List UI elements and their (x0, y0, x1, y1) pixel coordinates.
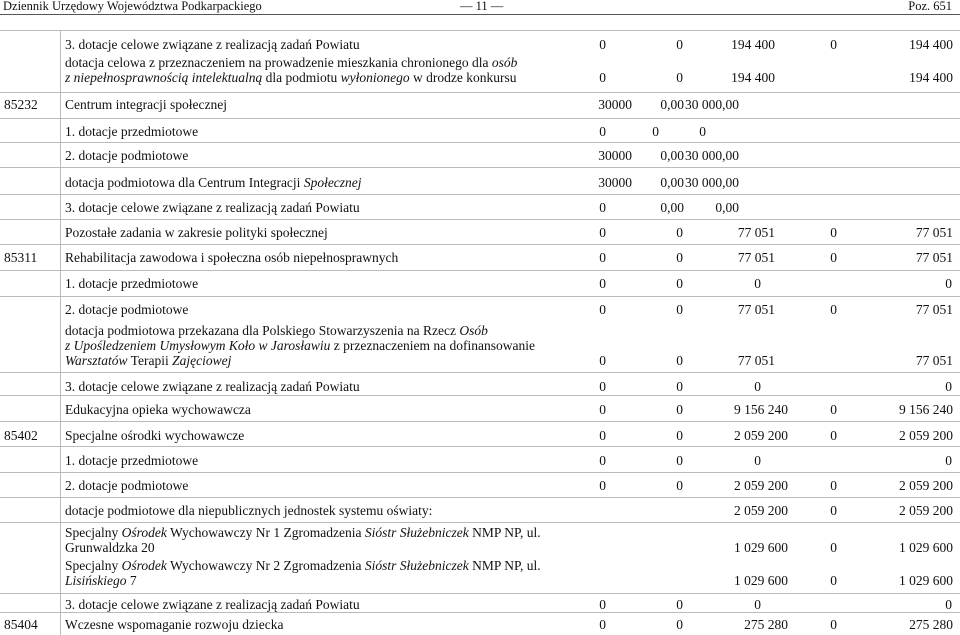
row-divider (0, 372, 960, 373)
value-cell: 0 (599, 276, 606, 291)
row-divider (0, 142, 960, 143)
value-cell: 30000 (598, 97, 632, 112)
code-column-divider (60, 30, 61, 635)
value-cell: 0 (676, 37, 683, 52)
value-cell: 0 (830, 617, 837, 632)
value-cell: 0 (676, 353, 683, 368)
page-number: — 11 — (460, 0, 504, 13)
value-cell: 275 280 (909, 617, 953, 632)
value-cell: 1 029 600 (899, 540, 953, 555)
value-cell: 30 000,00 (685, 148, 739, 163)
value-cell: 0,00 (660, 200, 684, 215)
row-label: dotacja celowa z przeznaczeniem na prowadzenie mieszkania chronionego dla osób (65, 55, 518, 70)
row-label: Lisińskiego 7 (65, 573, 137, 588)
value-cell: 77 051 (737, 250, 775, 265)
row-divider (0, 219, 960, 220)
value-cell: 0 (599, 250, 606, 265)
value-cell: 0 (676, 478, 683, 493)
row-label: 1. dotacje przedmiotowe (65, 453, 199, 468)
value-cell: 0 (599, 225, 606, 240)
value-cell: 0 (676, 302, 683, 317)
value-cell: 0 (599, 402, 606, 417)
value-cell: 0 (676, 428, 683, 443)
value-cell: 194 400 (731, 70, 775, 85)
value-cell: 0 (945, 276, 952, 291)
value-cell: 0 (830, 302, 837, 317)
value-cell: 0 (699, 124, 706, 139)
value-cell: 0 (676, 617, 683, 632)
row-label: Centrum integracji społecznej (65, 97, 227, 112)
value-cell: 0 (754, 379, 761, 394)
value-cell: 0 (830, 478, 837, 493)
value-cell: 0 (830, 225, 837, 240)
value-cell: 30 000,00 (685, 175, 739, 190)
section-code: 85232 (4, 97, 38, 112)
section-code: 85404 (4, 617, 38, 632)
row-label: Specjalny Ośrodek Wychowawczy Nr 2 Zgromadzenia Sióstr Służebniczek NMP NP, ul. (65, 558, 541, 573)
row-label: dotacja podmiotowa przekazana dla Polskiego Stowarzyszenia na Rzecz Osób (65, 323, 488, 338)
value-cell: 0 (676, 250, 683, 265)
value-cell: 0 (945, 379, 952, 394)
value-cell: 0,00 (660, 175, 684, 190)
row-label: 3. dotacje celowe związane z realizacją zadań Powiatu (65, 200, 360, 215)
row-divider (0, 270, 960, 271)
value-cell: 0 (676, 402, 683, 417)
value-cell: 0,00 (660, 148, 684, 163)
value-cell: 0 (599, 478, 606, 493)
value-cell: 0 (830, 573, 837, 588)
value-cell: 0 (754, 453, 761, 468)
row-divider (0, 472, 960, 473)
row-label: Edukacyjna opieka wychowawcza (65, 402, 251, 417)
position-number: Poz. 651 (908, 0, 952, 13)
header-rule (0, 14, 960, 15)
row-label: 2. dotacje podmiotowe (65, 148, 189, 163)
value-cell: 0 (830, 503, 837, 518)
value-cell: 0 (599, 597, 606, 612)
row-divider (0, 446, 960, 447)
row-divider (0, 296, 960, 297)
row-label: 2. dotacje podmiotowe (65, 302, 189, 317)
row-label: 3. dotacje celowe związane z realizacją zadań Powiatu (65, 597, 360, 612)
value-cell: 77 051 (737, 302, 775, 317)
row-label: Pozostałe zadania w zakresie polityki społecznej (65, 225, 328, 240)
value-cell: 0 (830, 402, 837, 417)
value-cell: 0 (945, 597, 952, 612)
row-label: 3. dotacje celowe związane z realizacją zadań Powiatu (65, 379, 360, 394)
row-label: Specjalne ośrodki wychowawcze (65, 428, 245, 443)
row-label: Warsztatów Terapii Zajęciowej (65, 353, 232, 368)
value-cell: 0 (754, 276, 761, 291)
value-cell: 2 059 200 (899, 503, 953, 518)
value-cell: 0 (652, 124, 659, 139)
value-cell: 1 029 600 (899, 573, 953, 588)
row-label: z Upośledzeniem Umysłowym Koło w Jarosławiu z przeznaczeniem na dofinansowanie (65, 338, 536, 353)
value-cell: 0 (676, 597, 683, 612)
value-cell: 194 400 (909, 37, 953, 52)
row-label: 1. dotacje przedmiotowe (65, 124, 199, 139)
value-cell: 0 (676, 453, 683, 468)
value-cell: 77 051 (737, 225, 775, 240)
value-cell: 0 (599, 302, 606, 317)
value-cell: 77 051 (915, 225, 953, 240)
row-label: Wczesne wspomaganie rozwoju dziecka (65, 617, 284, 632)
value-cell: 0 (830, 428, 837, 443)
value-cell: 0 (599, 453, 606, 468)
value-cell: 0 (599, 379, 606, 394)
row-divider (0, 194, 960, 195)
value-cell: 0 (676, 225, 683, 240)
value-cell: 2 059 200 (734, 503, 788, 518)
value-cell: 30 000,00 (685, 97, 739, 112)
value-cell: 1 029 600 (734, 540, 788, 555)
row-divider (0, 92, 960, 93)
row-label: Grunwaldzka 20 (65, 540, 155, 555)
row-label: 3. dotacje celowe związane z realizacją zadań Powiatu (65, 37, 360, 52)
section-code: 85311 (4, 250, 38, 265)
value-cell: 77 051 (737, 353, 775, 368)
value-cell: 0 (945, 453, 952, 468)
row-label: z niepełnosprawnością intelektualną dla podmiotu wyłonionego w drodze konkursu (65, 70, 517, 85)
value-cell: 194 400 (731, 37, 775, 52)
row-label: dotacje podmiotowe dla niepublicznych jednostek systemu oświaty: (65, 503, 433, 518)
value-cell: 0 (599, 124, 606, 139)
page-header (0, 0, 960, 13)
row-divider (0, 167, 960, 168)
value-cell: 9 156 240 (899, 402, 953, 417)
value-cell: 2 059 200 (734, 478, 788, 493)
value-cell: 30000 (598, 148, 632, 163)
value-cell: 0 (599, 200, 606, 215)
row-label: Rehabilitacja zawodowa i społeczna osób niepełnosprawnych (65, 250, 399, 265)
value-cell: 0 (676, 70, 683, 85)
value-cell: 0 (599, 353, 606, 368)
value-cell: 0 (599, 617, 606, 632)
value-cell: 2 059 200 (734, 428, 788, 443)
value-cell: 0 (599, 70, 606, 85)
value-cell: 0 (676, 379, 683, 394)
row-divider (0, 497, 960, 498)
value-cell: 0 (599, 37, 606, 52)
value-cell: 194 400 (909, 70, 953, 85)
value-cell: 0,00 (715, 200, 739, 215)
value-cell: 0 (599, 428, 606, 443)
journal-title: Dziennik Urzędowy Województwa Podkarpackiego (3, 0, 262, 13)
row-label: Specjalny Ośrodek Wychowawczy Nr 1 Zgromadzenia Sióstr Służebniczek NMP NP, ul. (65, 525, 541, 540)
value-cell: 9 156 240 (734, 402, 788, 417)
row-divider (0, 395, 960, 396)
value-cell: 2 059 200 (899, 478, 953, 493)
value-cell: 30000 (598, 175, 632, 190)
row-divider (0, 421, 960, 422)
row-label: 2. dotacje podmiotowe (65, 478, 189, 493)
value-cell: 0 (676, 276, 683, 291)
value-cell: 275 280 (744, 617, 788, 632)
row-divider (0, 593, 960, 594)
row-divider (0, 244, 960, 245)
row-divider (0, 30, 960, 31)
row-label: 1. dotacje przedmiotowe (65, 276, 199, 291)
value-cell: 0 (830, 37, 837, 52)
value-cell: 77 051 (915, 353, 953, 368)
row-divider (0, 522, 960, 523)
value-cell: 77 051 (915, 250, 953, 265)
value-cell: 0 (830, 250, 837, 265)
row-label: dotacja podmiotowa dla Centrum Integracji Społecznej (65, 175, 362, 190)
value-cell: 1 029 600 (734, 573, 788, 588)
value-cell: 0 (830, 540, 837, 555)
row-divider (0, 118, 960, 119)
value-cell: 0 (754, 597, 761, 612)
value-cell: 2 059 200 (899, 428, 953, 443)
value-cell: 77 051 (915, 302, 953, 317)
value-cell: 0,00 (660, 97, 684, 112)
section-code: 85402 (4, 428, 38, 443)
